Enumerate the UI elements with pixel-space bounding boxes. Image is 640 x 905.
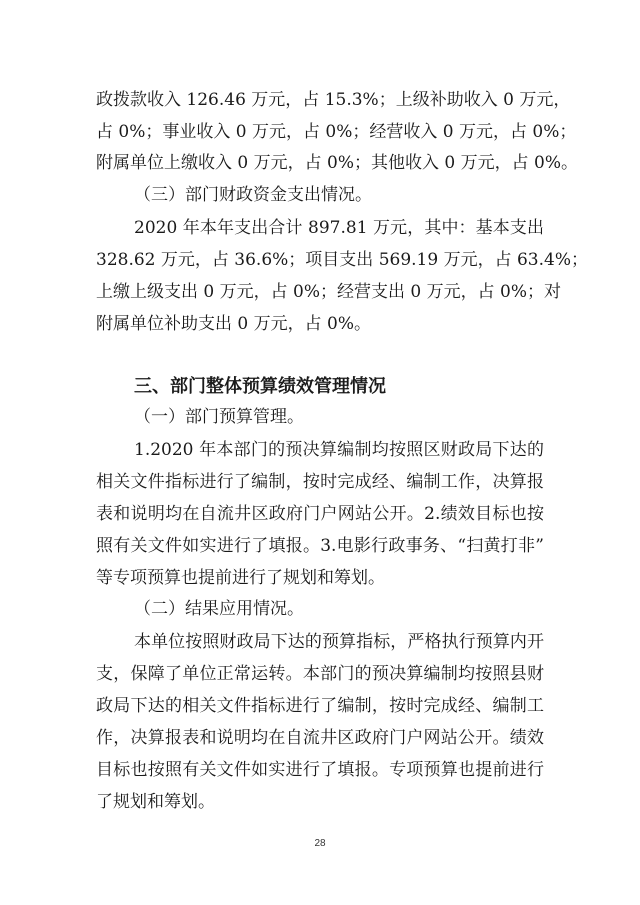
body-line: 支，保障了单位正常运转。本部门的预决算编制均按照县财 [96, 664, 544, 684]
body-line: 等专项预算也提前进行了规划和筹划。 [96, 568, 385, 588]
body-line: 2020 年本年支出合计 897.81 万元，其中：基本支出 [134, 218, 544, 238]
body-line: 作，决算报表和说明均在自流井区政府门户网站公开。绩效 [96, 728, 544, 748]
body-line: 目标也按照有关文件如实进行了填报。专项预算也提前进行 [96, 760, 544, 780]
body-line: 附属单位补助支出 0 万元，占 0%。 [96, 314, 371, 334]
body-line: 相关文件指标进行了编制，按时完成经、编制工作，决算报 [96, 472, 544, 492]
body-line: 本单位按照财政局下达的预算指标，严格执行预算内开 [134, 632, 544, 652]
body-line: 表和说明均在自流井区政府门户网站公开。2.绩效目标也按 [96, 504, 544, 524]
body-line: 328.62 万元，占 36.6%；项目支出 569.19 万元，占 63.4%； [96, 250, 588, 270]
body-line: 占 0%；事业收入 0 万元，占 0%；经营收入 0 万元，占 0%； [96, 122, 577, 142]
body-line: 照有关文件如实进行了填报。3.电影行政事务、“扫黄打非” [96, 536, 544, 556]
body-line: 上缴上级支出 0 万元，占 0%；经营支出 0 万元，占 0%；对 [96, 282, 561, 302]
subsection-heading: （二）结果应用情况。 [134, 599, 304, 619]
body-line: 政拨款收入 126.46 万元，占 15.3%；上级补助收入 0 万元， [96, 90, 571, 110]
page-number: 28 [314, 838, 326, 849]
body-line: 附属单位上缴收入 0 万元，占 0%；其他收入 0 万元，占 0%。 [96, 153, 578, 173]
section-heading: 三、部门整体预算绩效管理情况 [134, 376, 386, 397]
body-line: 了规划和筹划。 [96, 792, 215, 812]
subsection-heading: （三）部门财政资金支出情况。 [134, 185, 372, 205]
body-line: 1.2020 年本部门的预决算编制均按照区财政局下达的 [134, 440, 544, 460]
body-line: 政局下达的相关文件指标进行了编制，按时完成经、编制工 [96, 696, 544, 716]
subsection-heading: （一）部门预算管理。 [134, 407, 304, 427]
